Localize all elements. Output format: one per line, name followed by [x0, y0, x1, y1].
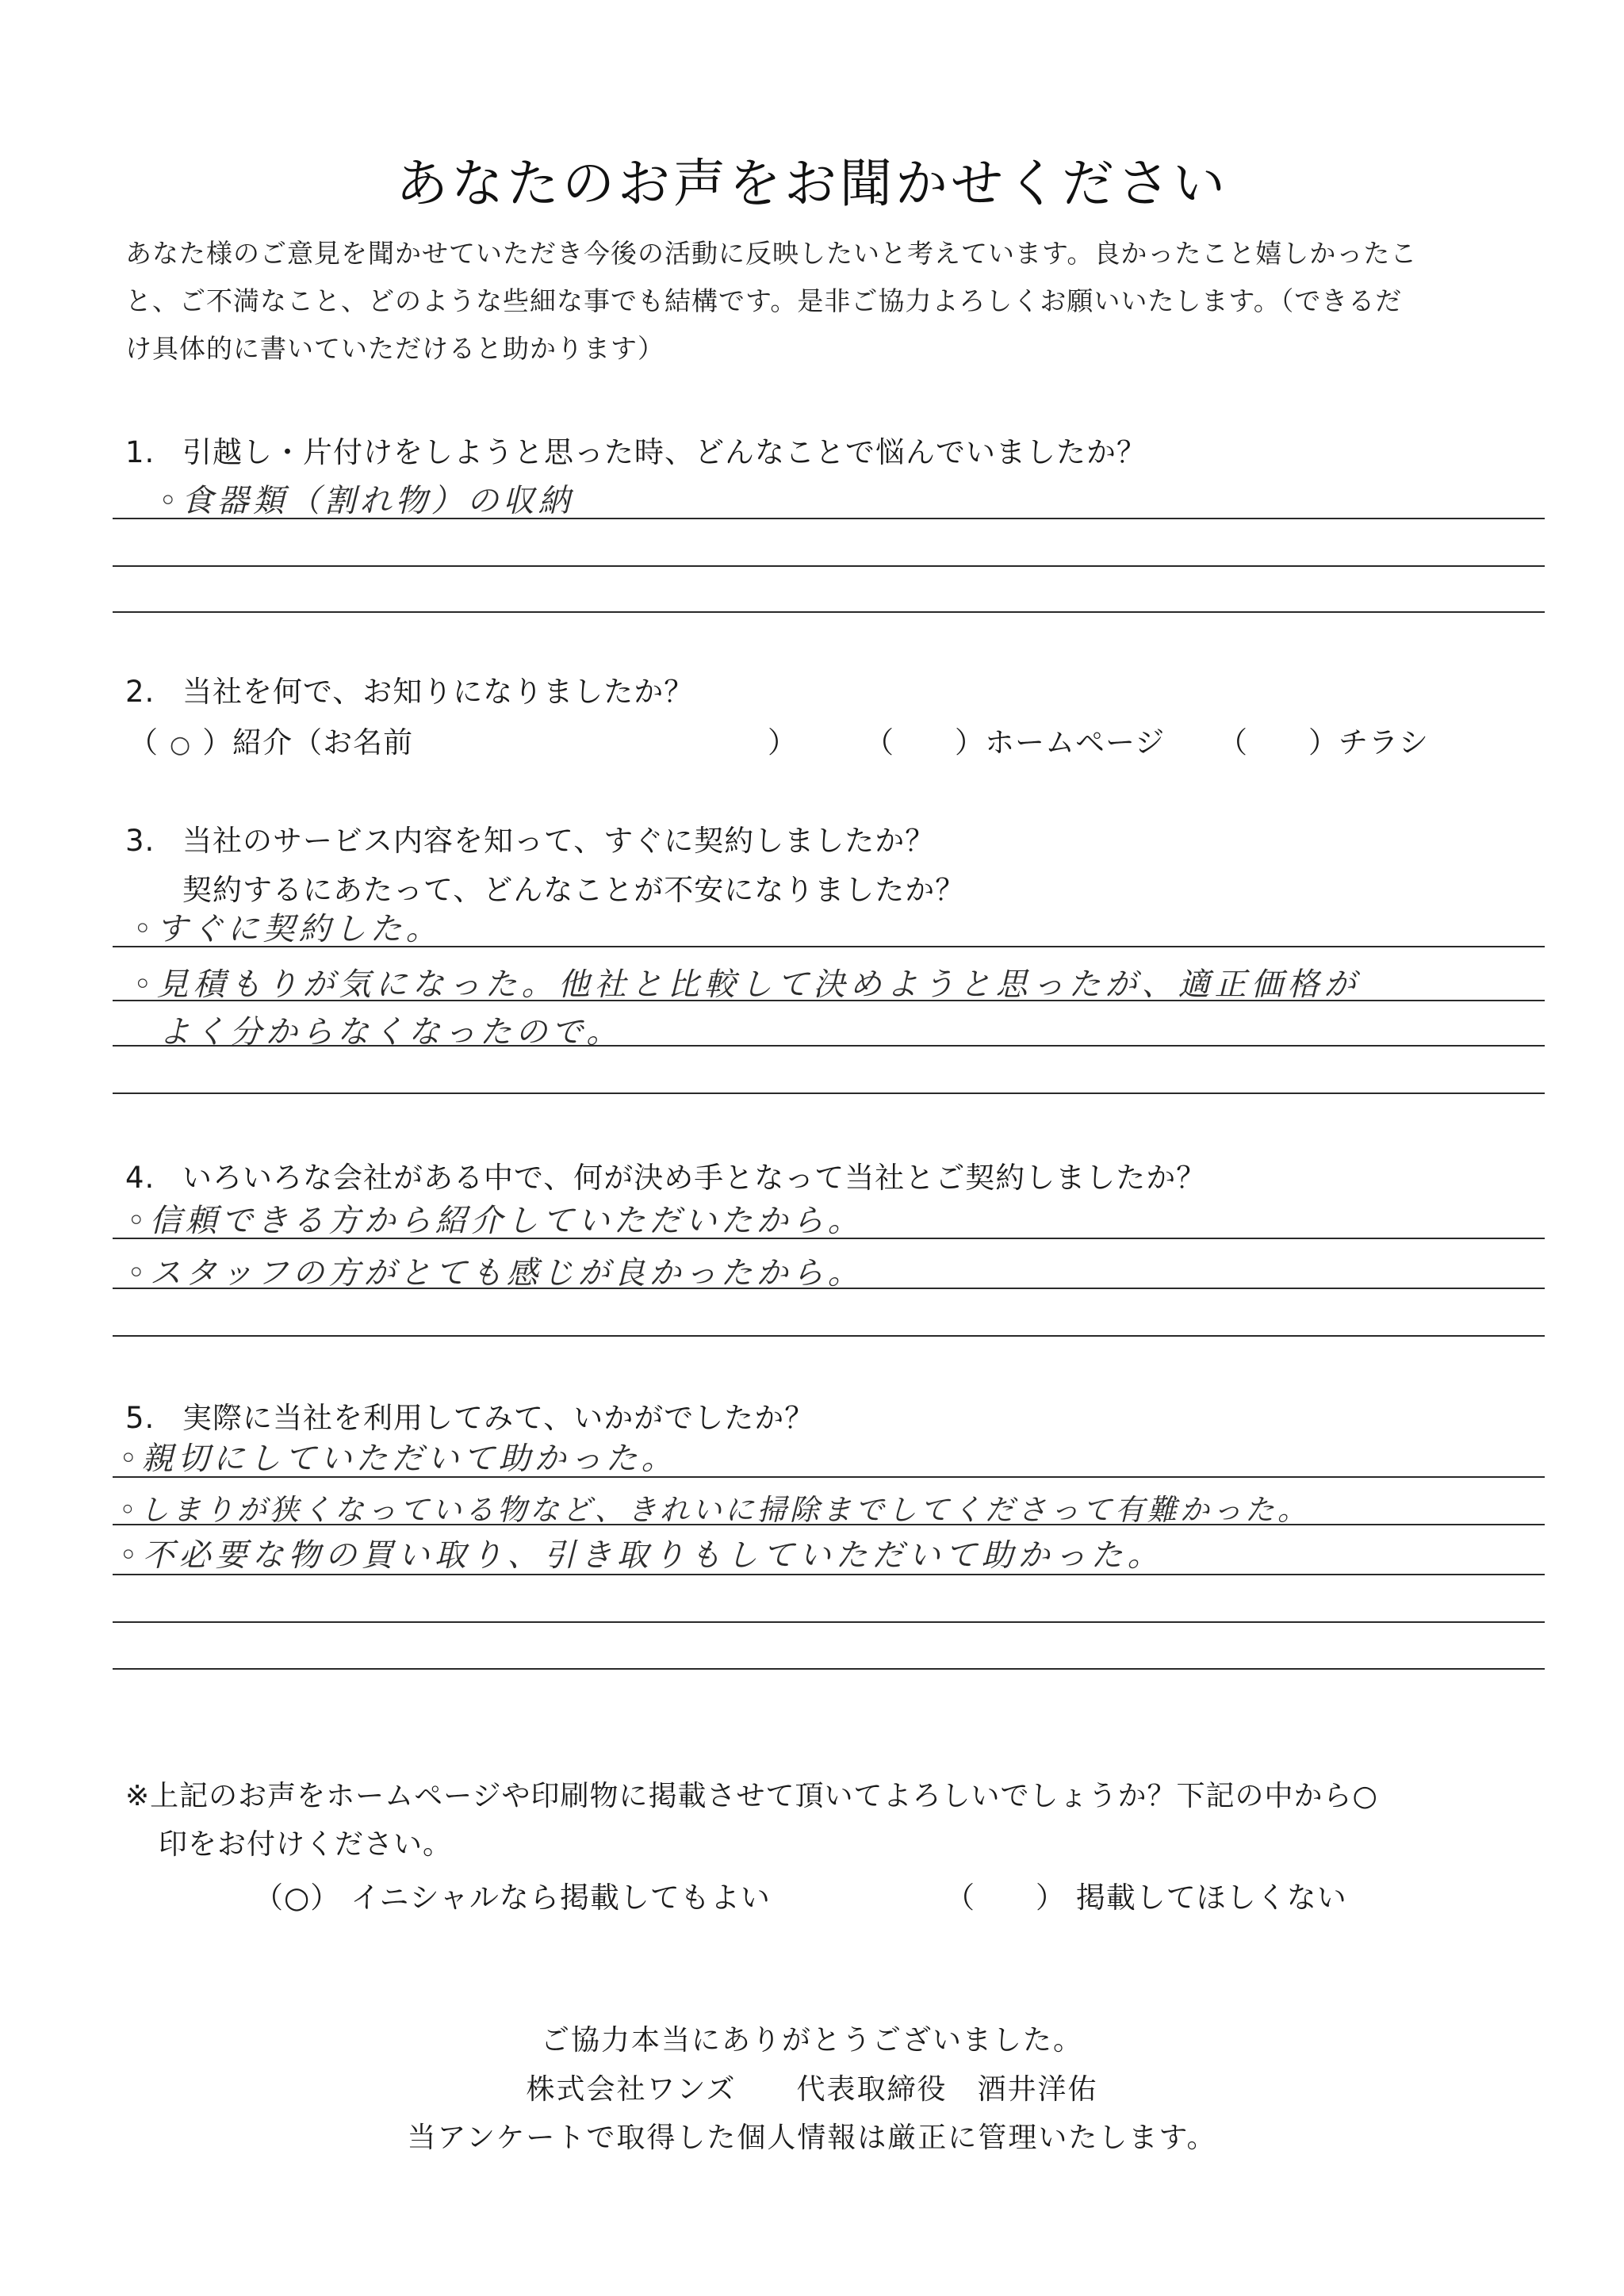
- answer-line: [113, 1288, 1545, 1289]
- question-text: 引越し・片付けをしようと思った時、どんなことで悩んでいましたか？: [182, 435, 1147, 469]
- q3-answer-1: ◦すぐに契約した。: [133, 911, 442, 947]
- q4-answer-2: ◦スタッフの方がとても感じが良かったから。: [127, 1255, 864, 1292]
- q5-answer-2: ◦しまりが狭くなっている物など、きれいに掃除までしてくださって有難かった。: [119, 1493, 1310, 1527]
- q4-answer-1: ◦信頼できる方から紹介していただいたから。: [127, 1203, 864, 1239]
- consent-option-2-label: 掲載してほしくない: [1075, 1881, 1347, 1915]
- question-number: 5.: [125, 1401, 155, 1435]
- consent-option-2-mark: （ ）: [945, 1881, 1066, 1915]
- footer-company: 株式会社ワンズ 代表取締役 酒井洋佑: [526, 2073, 1098, 2106]
- question-3: [125, 817, 935, 859]
- source-option-flyer: （ ）チラシ: [1218, 725, 1429, 760]
- answer-line: [113, 1045, 1545, 1047]
- question-3-sub: 契約するにあたって、どんなことが不安になりましたか？: [182, 873, 966, 907]
- q1-answer-1: ◦食器類（割れ物）の収納: [159, 483, 574, 519]
- q3-answer-3: よく分からなくなったので。: [159, 1014, 622, 1050]
- q5-answer-3: ◦不必要な物の買い取り、引き取りもしていただいて助かった。: [119, 1537, 1164, 1574]
- intro-line-3: け具体的に書いていただけると助かります）: [125, 333, 665, 364]
- question-number: 1.: [125, 435, 155, 469]
- consent-option-decline: [945, 1873, 1347, 1916]
- answer-line: [113, 1238, 1545, 1239]
- answer-line: [113, 611, 1545, 613]
- answer-line: [113, 1524, 1545, 1525]
- answer-line: [113, 1476, 1545, 1478]
- intro-line-1: あなた様のご意見を聞かせていただき今後の活動に反映したいと考えています。良かったこと嬉しかったこ: [125, 238, 1418, 269]
- question-number: 4.: [125, 1161, 155, 1195]
- referral-open-paren: （: [128, 725, 159, 760]
- referral-label: ）紹介（お名前: [202, 725, 414, 760]
- question-text: 実際に当社を利用してみて、いかがでしたか？: [182, 1401, 815, 1435]
- question-number: 3.: [125, 824, 155, 858]
- q3-answer-2: ◦見積もりが気になった。他社と比較して決めようと思ったが、適正価格が: [133, 966, 1361, 1003]
- answer-line: [113, 946, 1545, 947]
- answer-line: [113, 1000, 1545, 1001]
- question-number: 2.: [125, 675, 155, 709]
- answer-line: [113, 1574, 1545, 1575]
- footer-thanks: ご協力本当にありがとうございました。: [540, 2024, 1083, 2057]
- consent-option-1-label: イニシャルなら掲載してもよい: [350, 1881, 771, 1915]
- q5-answer-1: ◦親切にしていただいて助かった。: [119, 1441, 677, 1477]
- referral-close-paren: ）: [768, 725, 798, 760]
- footer-privacy: 当アンケートで取得した個人情報は厳正に管理いたします。: [407, 2122, 1217, 2154]
- consent-question-line-1: ※上記のお声をホームページや印刷物に掲載させて頂いてよろしいでしょうか？下記の中から○: [125, 1780, 1378, 1812]
- intro-line-2: と、ご不満なこと、どのような些細な事でも結構です。是非ご協力よろしくお願いいたします。（できるだ: [125, 285, 1403, 316]
- page-title: あなたのお声をお聞かせください: [396, 153, 1228, 214]
- answer-line: [113, 1668, 1545, 1670]
- question-4: [125, 1154, 1206, 1196]
- answer-line: [113, 1621, 1545, 1623]
- answer-line: [113, 1093, 1545, 1094]
- consent-question-line-2: 印をお付けください。: [159, 1828, 453, 1861]
- question-text: 当社のサービス内容を知って、すぐに契約しましたか？: [182, 824, 936, 858]
- answer-line: [113, 565, 1545, 567]
- answer-line: [113, 1335, 1545, 1337]
- consent-option-1-mark: （○）: [254, 1881, 341, 1915]
- source-option-homepage: （ ）ホームページ: [864, 725, 1166, 760]
- source-option-referral: [128, 718, 413, 761]
- question-text: いろいろな会社がある中で、何が決め手となって当社とご契約しましたか？: [182, 1161, 1207, 1195]
- question-2: [125, 668, 694, 710]
- question-5: [125, 1394, 814, 1437]
- answer-line: [113, 518, 1545, 519]
- referral-circle-mark: ○: [170, 731, 192, 759]
- question-1: [125, 428, 1147, 471]
- question-text: 当社を何で、お知りになりましたか？: [182, 675, 695, 709]
- consent-option-initials: [254, 1873, 771, 1916]
